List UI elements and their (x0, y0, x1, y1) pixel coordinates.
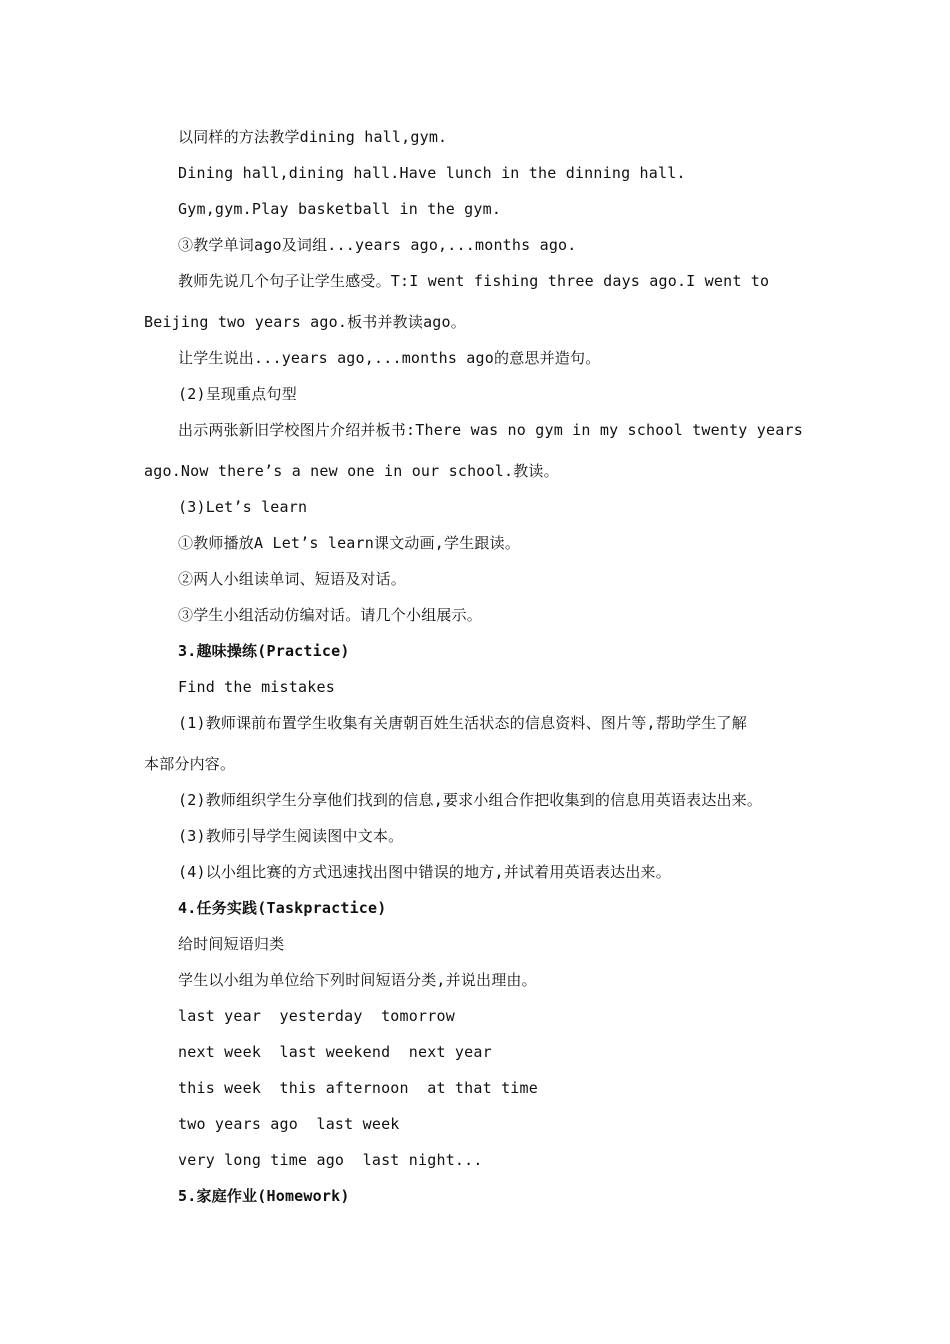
text-line: 给时间短语归类 (178, 935, 285, 953)
section-heading: 5.家庭作业(Homework) (178, 1187, 350, 1205)
text-line: 教师先说几个句子让学生感受。T:I went fishing three days ago.I went to (178, 272, 770, 290)
text-line: (3)教师引导学生阅读图中文本。 (178, 827, 404, 845)
text-line: Find the mistakes (178, 678, 335, 696)
phrase-row: last year yesterday tomorrow (178, 1007, 455, 1025)
phrase-row: two years ago last week (178, 1115, 400, 1133)
text-line: 学生以小组为单位给下列时间短语分类,并说出理由。 (178, 971, 537, 989)
text-line: 本部分内容。 (144, 755, 236, 773)
text-line: (1)教师课前布置学生收集有关唐朝百姓生活状态的信息资料、图片等,帮助学生了解 (178, 714, 747, 732)
phrase-row: this week this afternoon at that time (178, 1079, 538, 1097)
text-line: ago.Now there’s a new one in our school.教读。 (144, 462, 559, 480)
list-item: ②两人小组读单词、短语及对话。 (178, 570, 407, 588)
text-line: ③教学单词ago及词组...years ago,...months ago. (178, 236, 577, 254)
text-line: 让学生说出...years ago,...months ago的意思并造句。 (178, 349, 601, 367)
phrase-row: very long time ago last night... (178, 1151, 483, 1169)
text-line: 以同样的方法教学dining hall,gym. (178, 128, 448, 146)
phrase-row: next week last weekend next year (178, 1043, 492, 1061)
text-line: (4)以小组比赛的方式迅速找出图中错误的地方,并试着用英语表达出来。 (178, 863, 671, 881)
section-heading: 4.任务实践(Taskpractice) (178, 899, 387, 917)
text-line: (2)教师组织学生分享他们找到的信息,要求小组合作把收集到的信息用英语表达出来。 (178, 791, 763, 809)
text-line: Gym,gym.Play basketball in the gym. (178, 200, 502, 218)
text-line: 出示两张新旧学校图片介绍并板书:There was no gym in my school twenty years (178, 421, 803, 439)
list-item: ③学生小组活动仿编对话。请几个小组展示。 (178, 606, 483, 624)
section-heading: (2)呈现重点句型 (178, 385, 297, 403)
list-item: ①教师播放A Let’s learn课文动画,学生跟读。 (178, 534, 521, 552)
section-heading: 3.趣味操练(Practice) (178, 642, 350, 660)
section-heading: (3)Let’s learn (178, 498, 308, 516)
text-line: Dining hall,dining hall.Have lunch in the dinning hall. (178, 164, 686, 182)
text-line: Beijing two years ago.板书并教读ago。 (144, 313, 466, 331)
